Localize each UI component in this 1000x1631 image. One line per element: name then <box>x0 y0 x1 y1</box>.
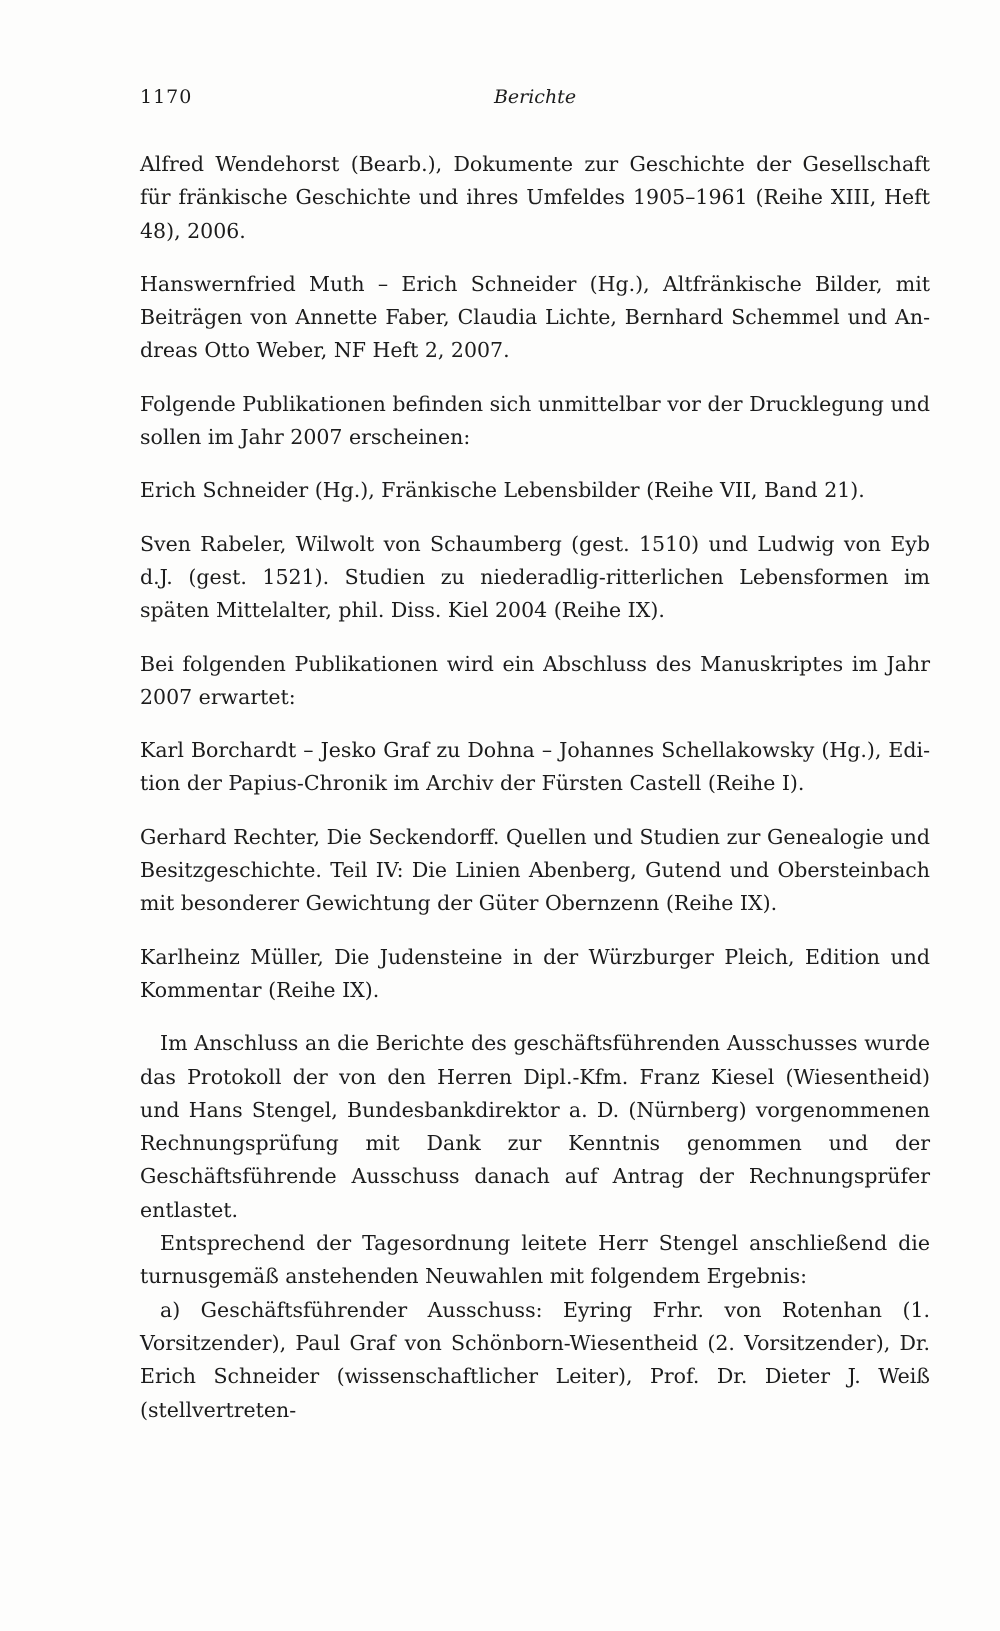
publication-entry-seckendorff: Gerhard Rechter, Die Seckendorff. Quellen und Studien zur Genealogie und Besitzgeschichte. Teil IV: Die Linien Abenberg, Gutend und Obersteinbach mit besonderer Gewichtung der Güter Obernzenn (Reihe IX). <box>140 824 930 916</box>
executive-committee-paragraph: a) Geschäftsführender Ausschuss: Eyring Frhr. von Rotenhan (1. Vorsitzender), Paul Graf von Schönborn-Wiesentheid (2. Vorsitzender), Dr. Erich Schneider (wissenschaftlicher Leiter), Prof. Dr. Dieter J. Weiß (stellvertreten- <box>140 1297 930 1422</box>
body-text <box>140 148 930 1427</box>
publication-entry-papius-chronik: Karl Borchardt – Jesko Graf zu Dohna – Johannes Schellakowsky (Hg.), Edition der Papius-Chronik im Archiv der Fürsten Castell (Reihe I). <box>140 738 930 796</box>
intro-expected-manuscripts: Bei folgenden Publikationen wird ein Abschluss des Manuskriptes im Jahr 2007 erwartet: <box>140 651 930 709</box>
publication-entry-muth-schneider: Hanswernfried Muth – Erich Schneider (Hg.), Altfränkische Bilder, mit Beiträgen von Annette Faber, Claudia Lichte, Bernhard Schemmel und Andreas Otto Weber, NF Heft 2, 2007. <box>140 271 930 363</box>
elections-paragraph: Entsprechend der Tagesordnung leitete Herr Stengel anschließend die turnusgemäß anstehenden Neuwahlen mit folgendem Ergebnis: <box>140 1231 930 1289</box>
intro-forthcoming-publications: Folgende Publikationen befinden sich unmittelbar vor der Drucklegung und sollen im Jahr 2007 erscheinen: <box>140 391 930 450</box>
running-head <box>140 86 930 116</box>
audit-report-paragraph: Im Anschluss an die Berichte des geschäftsführenden Ausschusses wurde das Protokoll der von den Herren Dipl.-Kfm. Franz Kiesel (Wiesentheid) und Hans Stengel, Bundesbankdirektor a. D. (Nürnberg) vorgenommenen Rechnungsprüfung mit Dank zur Kenntnis genommen und der Geschäftsführende Ausschuss danach auf Antrag der Rechnungsprüfer entlastet. <box>140 1031 930 1222</box>
publication-entry-lebensbilder: Erich Schneider (Hg.), Fränkische Lebensbilder (Reihe VII, Band 21). <box>140 478 865 503</box>
running-head-title: Berichte <box>493 86 577 108</box>
publication-entry-judensteine: Karlheinz Müller, Die Judensteine in der Würzburger Pleich, Edition und Kommentar (Reihe IX). <box>140 944 930 1002</box>
page-number: 1170 <box>140 86 193 108</box>
publication-entry-rabeler: Sven Rabeler, Wilwolt von Schaumberg (gest. 1510) und Ludwig von Eyb d.J. (gest. 1521). Studien zu niederadlig-ritterlichen Lebensformen im späten Mittelalter, phil. Diss. Kiel 2004 (Reihe IX). <box>140 531 930 623</box>
publication-entry-wendehorst: Alfred Wendehorst (Bearb.), Dokumente zur Geschichte der Gesellschaft für fränkische Geschichte und ihres Umfeldes 1905–1961 (Reihe XIII, Heft 48), 2006. <box>140 152 930 243</box>
